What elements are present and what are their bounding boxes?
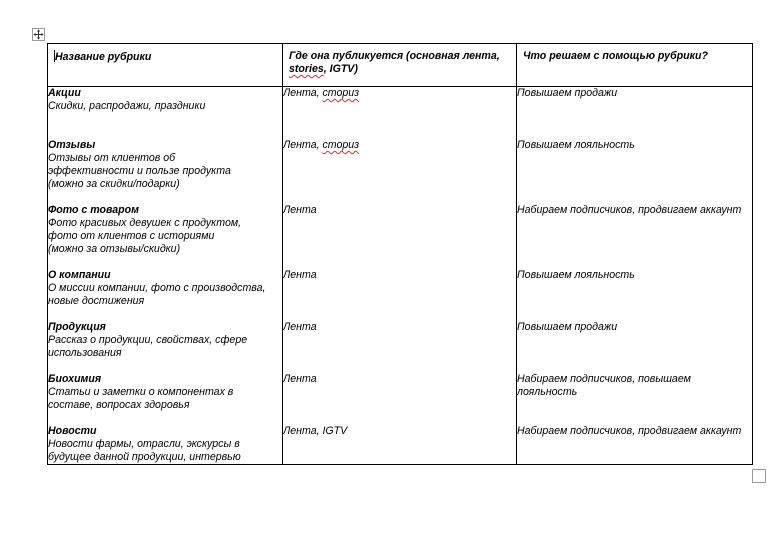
- rubric-description-line: новые достижения: [48, 295, 145, 307]
- goals-cell[interactable]: [517, 87, 753, 465]
- header-goal[interactable]: [517, 44, 753, 87]
- rubric-description: [48, 438, 282, 464]
- rubric-description-line: составе, вопросах здоровья: [48, 399, 190, 411]
- rubric-title: Отзывы: [48, 139, 96, 151]
- rubric-description-line: использования: [48, 347, 122, 359]
- table-header-row: [48, 44, 753, 87]
- header-rubric-name[interactable]: [48, 44, 283, 87]
- rubric-description-line: О миссии компании, фото с производства,: [48, 282, 266, 294]
- goal-entry: [517, 373, 752, 412]
- rubric-title: О компании: [48, 269, 111, 281]
- placement-entry: [283, 269, 516, 308]
- goal-text: Повышаем лояльность: [517, 269, 635, 281]
- goal-text: Набираем подписчиков, продвигаем аккаунт: [517, 204, 742, 216]
- placement-text: Лента, сториз: [283, 139, 360, 151]
- rubric-title: Фото с товаром: [48, 204, 139, 216]
- placement-entry: [283, 321, 516, 360]
- placement-entry: [283, 87, 516, 126]
- rubric-description: [48, 282, 282, 308]
- rubric-description-line: Новости фармы, отрасли, экскурсы в: [48, 438, 240, 450]
- placement-text: Лента: [283, 373, 317, 385]
- rubric-entry: [48, 321, 282, 360]
- placement-entry: [283, 373, 516, 412]
- placement-entry: [283, 425, 516, 464]
- placement-text: Лента: [283, 321, 317, 333]
- rubric-title: Биохимия: [48, 373, 102, 385]
- rubric-description-line: Скидки, распродажи, праздники: [48, 100, 206, 112]
- rubric-entry: [48, 87, 282, 126]
- goal-entry: [517, 204, 752, 256]
- placement-entry: [283, 204, 516, 256]
- rubric-description-line: эффективности и пользе продукта: [48, 165, 231, 177]
- placement-text: Лента: [283, 269, 317, 281]
- placement-entry: [283, 139, 516, 191]
- header-goal-label: Что решаем с помощью рубрики?: [523, 50, 708, 62]
- rubric-names-cell[interactable]: [48, 87, 283, 465]
- rubric-entry: [48, 139, 282, 191]
- rubric-description-line: Отзывы от клиентов об: [48, 152, 176, 164]
- goal-entry: [517, 425, 752, 464]
- placements-cell[interactable]: [283, 87, 517, 465]
- goal-entry: [517, 139, 752, 191]
- goal-text: Повышаем продажи: [517, 321, 618, 333]
- header-rubric-name-label: Название рубрики: [55, 51, 152, 63]
- goal-text: Набираем подписчиков, повышаем лояльность: [517, 373, 691, 398]
- rubric-description: [48, 152, 282, 191]
- rubric-description-line: Фото красивых девушек с продуктом,: [48, 217, 242, 229]
- rubric-description: [48, 334, 282, 360]
- table-resize-handle-icon[interactable]: [752, 469, 766, 483]
- goal-entry: [517, 87, 752, 126]
- goal-text: Повышаем лояльность: [517, 139, 635, 151]
- rubric-description-line: будущее данной продукции, интервью: [48, 451, 241, 463]
- rubric-description-line: Статьи и заметки о компонентах в: [48, 386, 234, 398]
- rubric-description-line: Рассказ о продукции, свойствах, сфере: [48, 334, 248, 346]
- table-move-handle-icon[interactable]: [32, 28, 45, 41]
- rubric-description: [48, 100, 282, 113]
- rubric-description: [48, 386, 282, 412]
- rubric-title: Новости: [48, 425, 97, 437]
- goal-entry: [517, 269, 752, 308]
- goal-text: Повышаем продажи: [517, 87, 618, 99]
- table-body-row: [48, 87, 753, 465]
- spellcheck-word: сториз: [322, 87, 360, 99]
- placement-text: Лента, сториз: [283, 87, 360, 99]
- rubric-description-line: (можно за отзывы/скидки): [48, 243, 181, 255]
- goal-text: Набираем подписчиков, продвигаем аккаунт: [517, 425, 742, 437]
- rubric-description-line: (можно за скидки/подарки): [48, 178, 180, 190]
- rubric-title: Акции: [48, 87, 81, 99]
- rubric-entry: [48, 373, 282, 412]
- rubric-entry: [48, 269, 282, 308]
- rubric-description: [48, 217, 282, 256]
- spellcheck-word: stories: [289, 63, 324, 75]
- spellcheck-word: сториз: [322, 139, 360, 151]
- header-placement-label: Где она публикуется (основная лента, stories, IGTV): [289, 50, 500, 75]
- rubric-description-line: фото от клиентов с историями: [48, 230, 215, 242]
- header-placement[interactable]: [283, 44, 517, 87]
- rubric-entry: [48, 425, 282, 464]
- placement-text: Лента: [283, 204, 317, 216]
- rubric-title: Продукция: [48, 321, 106, 333]
- rubric-entry: [48, 204, 282, 256]
- rubric-table: [47, 43, 753, 465]
- placement-text: Лента, IGTV: [283, 425, 348, 437]
- goal-entry: [517, 321, 752, 360]
